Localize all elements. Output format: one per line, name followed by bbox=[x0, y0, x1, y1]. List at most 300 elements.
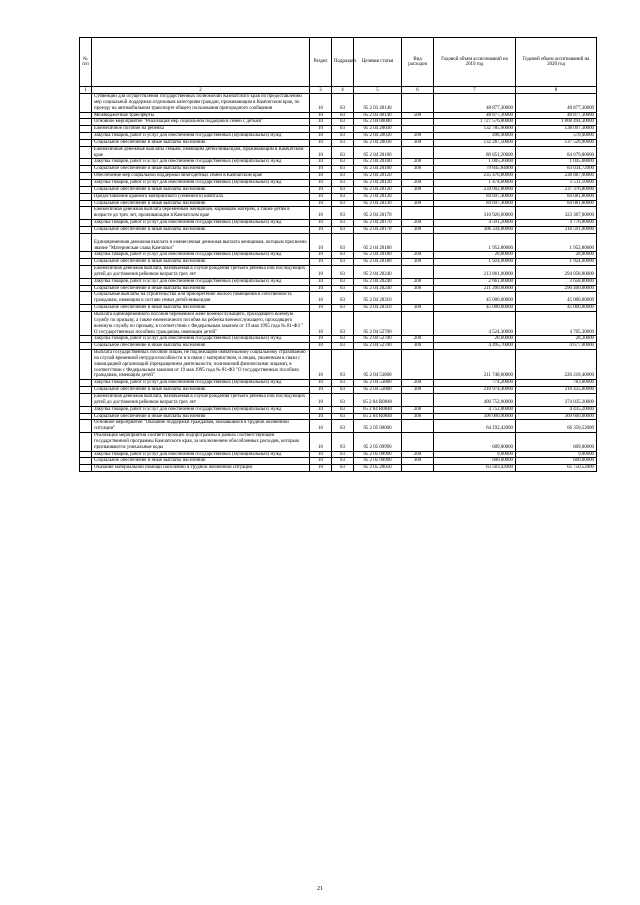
table-row bbox=[80, 420, 597, 433]
cell-exp: 200 bbox=[402, 278, 434, 285]
cell-name: Субвенции для осуществления государственных полномочий Камчатского края по предоставлению мер социальной поддержки отдельным категориям граждан, проживающим в Камчатском крае, по проезду на автомобильном транспорте общего пользования пригородного сообщения bbox=[92, 94, 310, 113]
cell-name: Основное мероприятие "Оказание поддержки гражданам, оказавшимся в трудной жизненной ситуации" bbox=[92, 420, 310, 433]
cell-num bbox=[80, 336, 92, 343]
cell-sec: 10 bbox=[310, 465, 332, 472]
cell-v2020: 9,00000 bbox=[516, 451, 597, 458]
cell-target: 05 2 04 20100 bbox=[354, 146, 402, 159]
budget-table-container bbox=[79, 37, 597, 472]
cell-v2019: 2 661,00000 bbox=[434, 278, 516, 285]
cell-num bbox=[80, 133, 92, 140]
cell-name: Социальное обеспечение и иные выплаты населению bbox=[92, 458, 310, 465]
cell-v2019: 48 877,30000 bbox=[434, 112, 516, 119]
cell-name: Выплата государственных пособий лицам, не подлежащим обязательному социальному страхованию на случай временной нетрудоспособности и в связи с материнством, и лицам, уволенным в связи с ликвидацией организаций (прекращением деятельности, полномочий физическими лицами), в соответствии с Федеральным законом от 19 мая 1995 года № 81-ФЗ "О государственных пособиях гражданам, имеющим детей" bbox=[92, 350, 310, 380]
cell-v2020: 369 600,00000 bbox=[516, 413, 597, 420]
cell-num bbox=[80, 278, 92, 285]
page-number: 21 bbox=[317, 886, 323, 892]
cell-sec: 10 bbox=[310, 186, 332, 193]
table-row bbox=[80, 207, 597, 220]
cell-v2019: 400 752,00000 bbox=[434, 393, 516, 406]
col-number: 5 bbox=[354, 87, 402, 94]
cell-target: 05 2 05 20050 bbox=[354, 465, 402, 472]
cell-num bbox=[80, 266, 92, 279]
cell-target: 05 2 04 20100 bbox=[354, 159, 402, 166]
table-row bbox=[80, 166, 597, 173]
cell-exp: 300 bbox=[402, 458, 434, 465]
cell-num bbox=[80, 433, 92, 452]
cell-exp: 300 bbox=[402, 259, 434, 266]
table-row bbox=[80, 292, 597, 305]
cell-v2019: 4 591,20000 bbox=[434, 220, 516, 227]
cell-sec: 10 bbox=[310, 393, 332, 406]
cell-name: Ежемесячная денежная выплата, назначаемая в случае рождения третьего ребенка или последующих детей до достижения ребенком возраста трех лет bbox=[92, 393, 310, 406]
cell-target: 05 2 04 20100 bbox=[354, 166, 402, 173]
cell-v2019: 9,00000 bbox=[434, 451, 516, 458]
col-number: 2 bbox=[92, 87, 310, 94]
cell-target: 05 2 04 20240 bbox=[354, 278, 402, 285]
cell-sec: 10 bbox=[310, 292, 332, 305]
cell-num bbox=[80, 458, 92, 465]
cell-target: 05 2 04 00000 bbox=[354, 119, 402, 126]
cell-v2019: 210 974,40000 bbox=[434, 387, 516, 394]
cell-num bbox=[80, 233, 92, 252]
cell-num bbox=[80, 159, 92, 166]
cell-target: 05 2 04 20240 bbox=[354, 285, 402, 292]
cell-exp: 200 bbox=[402, 159, 434, 166]
cell-target: 05 2 04 20030 bbox=[354, 139, 402, 146]
cell-exp: 300 bbox=[402, 186, 434, 193]
table-row bbox=[80, 266, 597, 279]
cell-v2020: 570,40000 bbox=[516, 133, 597, 140]
cell-target: 05 2 04 20120 bbox=[354, 179, 402, 186]
table-row bbox=[80, 119, 597, 126]
header-row bbox=[80, 38, 597, 87]
cell-sub: 03 bbox=[332, 312, 354, 336]
cell-name: Социальное обеспечение и иные выплаты населению bbox=[92, 285, 310, 292]
cell-exp: 200 bbox=[402, 451, 434, 458]
cell-target: 05 2 05 00000 bbox=[354, 420, 402, 433]
table-row bbox=[80, 393, 597, 406]
cell-exp: 300 bbox=[402, 200, 434, 207]
cell-sub: 03 bbox=[332, 233, 354, 252]
cell-sub: 03 bbox=[332, 179, 354, 186]
cell-num bbox=[80, 420, 92, 433]
cell-v2020: 28,30000 bbox=[516, 336, 597, 343]
cell-num bbox=[80, 259, 92, 266]
cell-num bbox=[80, 146, 92, 159]
cell-v2019: 1 474,00000 bbox=[434, 179, 516, 186]
cell-target: 05 2 04 53800 bbox=[354, 350, 402, 380]
cell-exp bbox=[402, 207, 434, 220]
cell-sub: 03 bbox=[332, 451, 354, 458]
table-row bbox=[80, 458, 597, 465]
cell-exp bbox=[402, 94, 434, 113]
cell-exp: 500 bbox=[402, 112, 434, 119]
cell-v2020: 1 808 494,30000 bbox=[516, 119, 597, 126]
cell-target: 05 2 04 20170 bbox=[354, 220, 402, 227]
cell-exp: 300 bbox=[402, 413, 434, 420]
cell-exp: 200 bbox=[402, 220, 434, 227]
cell-sub: 03 bbox=[332, 173, 354, 180]
cell-target: 05 2 04 20310 bbox=[354, 292, 402, 305]
table-row bbox=[80, 350, 597, 380]
cell-v2020: 783,00000 bbox=[516, 380, 597, 387]
cell-v2019: 45 000,00000 bbox=[434, 305, 516, 312]
cell-num bbox=[80, 252, 92, 259]
table-row bbox=[80, 146, 597, 159]
cell-v2019: 48 877,30000 bbox=[434, 94, 516, 113]
cell-sub: 03 bbox=[332, 200, 354, 207]
table-row bbox=[80, 173, 597, 180]
cell-name: Социальное обеспечение и иные выплаты населению bbox=[92, 305, 310, 312]
cell-num bbox=[80, 413, 92, 420]
cell-v2020: 237 376,80000 bbox=[516, 186, 597, 193]
cell-name: Социальное обеспечение и иные выплаты населению bbox=[92, 259, 310, 266]
cell-v2020: 65 750,52000 bbox=[516, 465, 597, 472]
cell-num bbox=[80, 166, 92, 173]
cell-v2020: 45 000,00000 bbox=[516, 292, 597, 305]
cell-v2020: 318 591,00000 bbox=[516, 226, 597, 233]
cell-sub: 03 bbox=[332, 259, 354, 266]
cell-exp bbox=[402, 393, 434, 406]
header-exp-type: Вид расходов bbox=[402, 38, 434, 87]
cell-name: Закупка товаров, работ и услуг для обеспечения государственных (муниципальных) нужд bbox=[92, 451, 310, 458]
cell-num bbox=[80, 393, 92, 406]
cell-v2019: 4 524,30000 bbox=[434, 312, 516, 336]
cell-name: Закупка товаров, работ и услуг для обеспечения государственных (муниципальных) нужд bbox=[92, 406, 310, 413]
cell-v2019: 211 200,00000 bbox=[434, 285, 516, 292]
table-row bbox=[80, 387, 597, 394]
table-row bbox=[80, 139, 597, 146]
cell-sec: 10 bbox=[310, 278, 332, 285]
cell-sec: 10 bbox=[310, 433, 332, 452]
cell-target: 05 2 04 20170 bbox=[354, 207, 402, 220]
cell-v2019: 64 192,42000 bbox=[434, 420, 516, 433]
cell-target: 05 2 04 20180 bbox=[354, 252, 402, 259]
col-number: 8 bbox=[516, 87, 597, 94]
cell-num bbox=[80, 173, 92, 180]
table-row bbox=[80, 186, 597, 193]
cell-target: 05 2 04 20180 bbox=[354, 233, 402, 252]
cell-v2019: 1 727 576,00000 bbox=[434, 119, 516, 126]
cell-sub: 03 bbox=[332, 119, 354, 126]
cell-num bbox=[80, 350, 92, 380]
cell-sec: 10 bbox=[310, 179, 332, 186]
cell-sec: 10 bbox=[310, 420, 332, 433]
cell-name: Социальное обеспечение и иные выплаты населению bbox=[92, 200, 310, 207]
cell-v2019: 213 861,00000 bbox=[434, 266, 516, 279]
cell-target: 05 2 04 R0840 bbox=[354, 393, 402, 406]
cell-target: 05 2 05 09990 bbox=[354, 433, 402, 452]
cell-name: Закупка товаров, работ и услуг для обеспечения государственных (муниципальных) нужд bbox=[92, 179, 310, 186]
cell-v2020: 1 952,80000 bbox=[516, 233, 597, 252]
budget-table bbox=[79, 37, 597, 472]
table-row bbox=[80, 413, 597, 420]
cell-sec: 10 bbox=[310, 266, 332, 279]
cell-v2019: 1 005,36000 bbox=[434, 159, 516, 166]
table-row bbox=[80, 112, 597, 119]
col-number: 1 bbox=[80, 87, 92, 94]
cell-name: Социальные выплаты на строительство или приобретение жилого помещения в собственность гражданам, имеющим в составе семьи детей-инвалидов bbox=[92, 292, 310, 305]
cell-v2020: 137 526,90000 bbox=[516, 139, 597, 146]
cell-name: Закупка товаров, работ и услуг для обеспечения государственных (муниципальных) нужд bbox=[92, 133, 310, 140]
cell-exp: 300 bbox=[402, 226, 434, 233]
cell-v2020: 4 677,00000 bbox=[516, 343, 597, 350]
cell-sec: 10 bbox=[310, 159, 332, 166]
cell-exp: 300 bbox=[402, 343, 434, 350]
cell-v2019: 1 952,80000 bbox=[434, 233, 516, 252]
cell-name: Ежемесячная денежная выплата беременным женщинам, кормящим матерям, а также детям в возрасте до трех лет, проживающим в Камчатском крае bbox=[92, 207, 310, 220]
cell-name: Закупка товаров, работ и услуг для обеспечения государственных (муниципальных) нужд bbox=[92, 252, 310, 259]
cell-sub: 03 bbox=[332, 226, 354, 233]
cell-name: Выплата единовременного пособия беременной жене военнослужащего, проходящего военную службу по призыву, а также ежемесячного пособия на ребенка военнослужащего, проходящего военную службу по призыву, в соответствии с Федеральным законом от 19 мая 1995 года № 81-ФЗ " О государственных пособиях гражданам, имеющим детей" bbox=[92, 312, 310, 336]
cell-num bbox=[80, 207, 92, 220]
cell-name: Закупка товаров, работ и услуг для обеспечения государственных (муниципальных) нужд bbox=[92, 278, 310, 285]
cell-v2020: 3 658,80000 bbox=[516, 278, 597, 285]
cell-name: Ежемесячные денежные выплаты семьям, имеющим детей-инвалидов, проживающим в Камчатском крае bbox=[92, 146, 310, 159]
cell-v2019: 28,60000 bbox=[434, 336, 516, 343]
cell-num bbox=[80, 139, 92, 146]
cell-target: 05 2 04 20130 bbox=[354, 200, 402, 207]
cell-num bbox=[80, 94, 92, 113]
cell-exp: 300 bbox=[402, 387, 434, 394]
cell-v2020: 219 435,00000 bbox=[516, 387, 597, 394]
table-row bbox=[80, 433, 597, 452]
cell-sub: 03 bbox=[332, 94, 354, 113]
cell-num bbox=[80, 285, 92, 292]
cell-v2020: 323 367,00000 bbox=[516, 207, 597, 220]
cell-sub: 03 bbox=[332, 413, 354, 420]
table-row bbox=[80, 179, 597, 186]
cell-target: 05 2 04 20170 bbox=[354, 226, 402, 233]
cell-target: 05 2 04 20120 bbox=[354, 186, 402, 193]
cell-v2020: 294 058,80000 bbox=[516, 266, 597, 279]
cell-sub: 03 bbox=[332, 133, 354, 140]
table-row bbox=[80, 126, 597, 133]
cell-name: Предоставление краевого материнского (семейного) капитала bbox=[92, 193, 310, 200]
cell-num bbox=[80, 179, 92, 186]
cell-sec: 10 bbox=[310, 458, 332, 465]
cell-num bbox=[80, 387, 92, 394]
cell-target: 05 2 05 09990 bbox=[354, 458, 402, 465]
cell-num bbox=[80, 186, 92, 193]
cell-sec: 10 bbox=[310, 207, 332, 220]
cell-v2019: 310 926,00000 bbox=[434, 207, 516, 220]
table-row bbox=[80, 94, 597, 113]
cell-v2020: 84 079,80000 bbox=[516, 146, 597, 159]
cell-v2019: 4 495,70000 bbox=[434, 343, 516, 350]
cell-sec: 10 bbox=[310, 133, 332, 140]
cell-sec: 10 bbox=[310, 166, 332, 173]
cell-sub: 03 bbox=[332, 266, 354, 279]
cell-name: Закупка товаров, работ и услуг для обеспечения государственных (муниципальных) нужд bbox=[92, 220, 310, 227]
cell-v2019: 1 924,00000 bbox=[434, 259, 516, 266]
cell-num bbox=[80, 292, 92, 305]
cell-num bbox=[80, 380, 92, 387]
cell-exp bbox=[402, 126, 434, 133]
cell-v2020: 374 035,20000 bbox=[516, 393, 597, 406]
cell-sec: 10 bbox=[310, 350, 332, 380]
cell-sub: 03 bbox=[332, 166, 354, 173]
cell-name: Социальное обеспечение и иные выплаты населению bbox=[92, 166, 310, 173]
table-row bbox=[80, 159, 597, 166]
table-row bbox=[80, 233, 597, 252]
cell-exp bbox=[402, 193, 434, 200]
cell-sub: 03 bbox=[332, 433, 354, 452]
cell-num bbox=[80, 312, 92, 336]
cell-sec: 10 bbox=[310, 226, 332, 233]
cell-name: Оказание материальной помощи населению в трудной жизненной ситуации bbox=[92, 465, 310, 472]
cell-target: 05 2 04 20180 bbox=[354, 259, 402, 266]
table-row bbox=[80, 465, 597, 472]
cell-exp: 300 bbox=[402, 139, 434, 146]
cell-sec: 10 bbox=[310, 94, 332, 113]
cell-v2020: 600,00000 bbox=[516, 458, 597, 465]
cell-name: Социальное обеспечение и иные выплаты населению bbox=[92, 387, 310, 394]
cell-target: 05 2 03 40140 bbox=[354, 94, 402, 113]
cell-sub: 03 bbox=[332, 139, 354, 146]
cell-sub: 03 bbox=[332, 278, 354, 285]
table-row bbox=[80, 278, 597, 285]
cell-sub: 03 bbox=[332, 126, 354, 133]
cell-target: 05 2 04 20030 bbox=[354, 133, 402, 140]
cell-sub: 03 bbox=[332, 406, 354, 413]
cell-v2020: 4 435,20000 bbox=[516, 406, 597, 413]
header-amount-2020: Годовой объем ассигнований на 2020 год bbox=[516, 38, 597, 87]
cell-target: 05 2 04 20130 bbox=[354, 193, 402, 200]
cell-sub: 03 bbox=[332, 458, 354, 465]
cell-sec: 10 bbox=[310, 200, 332, 207]
cell-v2020: 84 081,80000 bbox=[516, 193, 597, 200]
cell-exp bbox=[402, 233, 434, 252]
cell-target: 05 2 04 52700 bbox=[354, 312, 402, 336]
cell-sec: 10 bbox=[310, 336, 332, 343]
cell-sec: 10 bbox=[310, 119, 332, 126]
cell-exp bbox=[402, 119, 434, 126]
cell-num bbox=[80, 406, 92, 413]
cell-v2020: 48 877,30000 bbox=[516, 112, 597, 119]
cell-name: Закупка товаров, работ и услуг для обеспечения государственных (муниципальных) нужд bbox=[92, 336, 310, 343]
table-row bbox=[80, 200, 597, 207]
cell-target: 05 2 04 R0840 bbox=[354, 413, 402, 420]
cell-exp: 300 bbox=[402, 285, 434, 292]
cell-exp: 200 bbox=[402, 380, 434, 387]
cell-name: Ежемесячная денежная выплата, назначаемая в случае рождения третьего ребенка или последующих детей до достижения ребенком возраста трех лет bbox=[92, 266, 310, 279]
cell-exp bbox=[402, 146, 434, 159]
cell-exp: 200 bbox=[402, 336, 434, 343]
cell-v2019: 396 000,00000 bbox=[434, 413, 516, 420]
cell-sub: 03 bbox=[332, 220, 354, 227]
cell-sub: 03 bbox=[332, 343, 354, 350]
cell-sub: 03 bbox=[332, 420, 354, 433]
cell-exp bbox=[402, 266, 434, 279]
table-body bbox=[80, 94, 597, 472]
cell-target: 05 2 04 53800 bbox=[354, 387, 402, 394]
col-number: 7 bbox=[434, 87, 516, 94]
cell-num bbox=[80, 220, 92, 227]
table-row bbox=[80, 336, 597, 343]
cell-target: 05 2 05 09990 bbox=[354, 451, 402, 458]
cell-sub: 03 bbox=[332, 146, 354, 159]
cell-name: Основное мероприятие "Реализация мер социальной поддержки семей с детьми" bbox=[92, 119, 310, 126]
cell-num bbox=[80, 200, 92, 207]
cell-v2019: 28,80000 bbox=[434, 252, 516, 259]
cell-v2019: 79 845,84000 bbox=[434, 166, 516, 173]
cell-num bbox=[80, 465, 92, 472]
cell-name: Социальное обеспечение и иные выплаты населению bbox=[92, 139, 310, 146]
cell-sub: 03 bbox=[332, 465, 354, 472]
header-target: Целевая статья bbox=[354, 38, 402, 87]
cell-exp: 200 bbox=[402, 179, 434, 186]
cell-exp bbox=[402, 292, 434, 305]
table-row bbox=[80, 380, 597, 387]
cell-v2020: 1 924,00000 bbox=[516, 259, 597, 266]
cell-v2020: 290 400,00000 bbox=[516, 285, 597, 292]
cell-sec: 10 bbox=[310, 451, 332, 458]
cell-sub: 03 bbox=[332, 186, 354, 193]
cell-name: Закупка товаров, работ и услуг для обеспечения государственных (муниципальных) нужд bbox=[92, 380, 310, 387]
table-row bbox=[80, 451, 597, 458]
cell-sec: 10 bbox=[310, 343, 332, 350]
cell-sub: 03 bbox=[332, 393, 354, 406]
cell-exp: 300 bbox=[402, 305, 434, 312]
cell-num bbox=[80, 112, 92, 119]
cell-target: 05 2 04 53800 bbox=[354, 380, 402, 387]
cell-target: 05 2 03 40140 bbox=[354, 112, 402, 119]
cell-sec: 10 bbox=[310, 312, 332, 336]
cell-v2019: 235 476,80000 bbox=[434, 173, 516, 180]
cell-v2020: 138 097,30000 bbox=[516, 126, 597, 133]
cell-sec: 10 bbox=[310, 146, 332, 159]
table-row bbox=[80, 406, 597, 413]
cell-v2020: 4 776,00000 bbox=[516, 220, 597, 227]
table-row bbox=[80, 259, 597, 266]
cell-v2019: 774,20000 bbox=[434, 380, 516, 387]
cell-sec: 10 bbox=[310, 380, 332, 387]
cell-name: Реализация мероприятий соответствующей подпрограммы в рамках соответствующей государственной программы Камчатского края, за исключением обособленных расходов, которым присваиваются уникальные коды bbox=[92, 433, 310, 452]
cell-v2020: 48 877,30000 bbox=[516, 94, 597, 113]
column-number-row bbox=[80, 87, 597, 94]
cell-exp bbox=[402, 420, 434, 433]
cell-sec: 10 bbox=[310, 139, 332, 146]
cell-num bbox=[80, 126, 92, 133]
cell-v2019: 609,00000 bbox=[434, 433, 516, 452]
cell-sec: 10 bbox=[310, 193, 332, 200]
cell-exp bbox=[402, 433, 434, 452]
cell-v2020: 1 511,10000 bbox=[516, 179, 597, 186]
cell-sub: 03 bbox=[332, 252, 354, 259]
cell-v2019: 211 748,60000 bbox=[434, 350, 516, 380]
header-section: Раздел bbox=[310, 38, 332, 87]
cell-v2020: 84 081,80000 bbox=[516, 200, 597, 207]
table-row bbox=[80, 305, 597, 312]
cell-target: 05 2 04 20240 bbox=[354, 266, 402, 279]
cell-v2020: 609,00000 bbox=[516, 433, 597, 452]
table-row bbox=[80, 252, 597, 259]
cell-num bbox=[80, 343, 92, 350]
cell-v2019: 498,40000 bbox=[434, 133, 516, 140]
cell-sec: 10 bbox=[310, 220, 332, 227]
table-row bbox=[80, 193, 597, 200]
header-num: № п/п bbox=[80, 38, 92, 87]
table-row bbox=[80, 343, 597, 350]
cell-sub: 03 bbox=[332, 285, 354, 292]
cell-v2019: 132 287,50000 bbox=[434, 139, 516, 146]
col-number: 3 bbox=[310, 87, 332, 94]
cell-exp bbox=[402, 173, 434, 180]
cell-target: 05 2 04 20120 bbox=[354, 173, 402, 180]
cell-sub: 03 bbox=[332, 336, 354, 343]
cell-v2019: 132 785,90000 bbox=[434, 126, 516, 133]
